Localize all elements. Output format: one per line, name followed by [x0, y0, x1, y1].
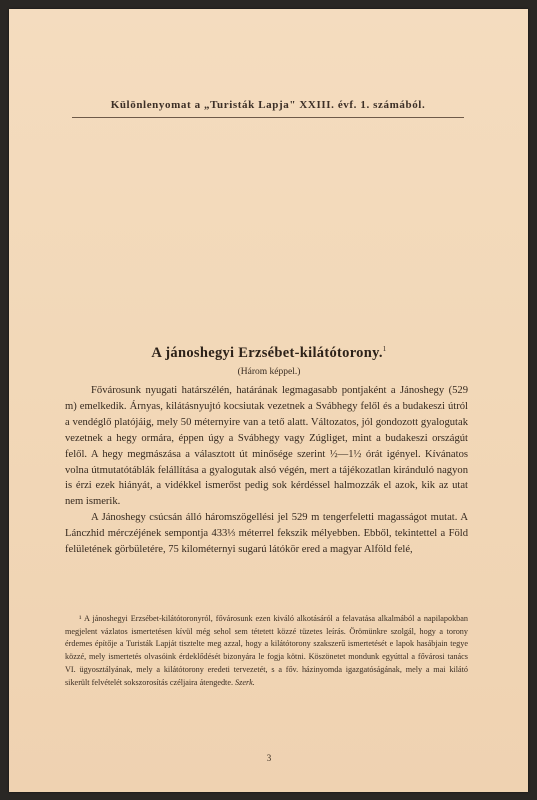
- article-body: [65, 383, 468, 558]
- footnote: [65, 613, 468, 689]
- article-title-text: A jánoshegyi Erzsébet-kilátótorony.: [151, 345, 383, 361]
- document-page: [9, 9, 528, 792]
- footnote-signature: Szerk.: [235, 677, 255, 687]
- footnote-paragraph: [65, 613, 468, 689]
- page-number: 3: [266, 753, 272, 763]
- body-paragraph: Fővárosunk nyugati határszélén, határának legmagasabb pontjaként a Jánoshegy (529 m) emelkedik. Árnyas, kilátásnyujtó kocsiutak vezetnek a Svábhegy felől és a budakeszi útról a vendéglő platójáig, mely 50 méternyire van a tető alatt. Változatos, jól gondozott gyalogutak vezetnek a hegy ormára, éppen úgy a Svábhegy vagy Zúgliget, mint a budakeszi országút felől. A hegy megmászása a választott út minősége szerint ½—1½ órát igényel. Kívánatos volna útmutatótáblák felállítása a gyalogutak alsó végén, mert a tájékozatlan kiránduló nagyon is érzi ezek hiányát, a vidékkel ismerőst pedig sok kérdéssel halmozzák el azok, kik az utat nem ismerik.: [65, 385, 468, 508]
- offprint-header: Különlenyomat a „Turisták Lapja" XXIII. évf. 1. számából.: [110, 99, 426, 111]
- body-paragraph: A Jánoshegy csúcsán álló háromszögellési jel 529 m tengerfeletti magasságot mutat. A Lánczhid mérczéjének sempontja 433⅓ méterrel fekszik mélyebben. Ebből, tekintettel a Föld felületének görbületére, 75 kilométernyi sugarú látókör ered a magyar Alföld felé,: [65, 512, 468, 556]
- article-subtitle: (Három képpel.): [237, 367, 301, 377]
- footnote-marker: 1: [382, 345, 387, 354]
- footnote-text: ¹ A jánoshegyi Erzsébet-kilátótoronyról, fővárosunk ezen kiváló alkotásáról a felavatása alkalmából a napilapokban megjelent vázlatos ismertetésen kívül még sehol sem tétetett közzé tüzetes leírás. Örömünkre szolgál, hogy a torony érdemes építője a Turisták Lapját tisztelte meg azzal, hogy a kilátótorony szakszerű ismertetését e lapok hasábjain tegye közzé, mely ismertetés olvasóink érdeklődését bizonyára le fogja kötni. Köszönetet mondunk egyúttal a fővárosi tanács VI. ügyosztályának, mely a kilátótorony eredeti tervezetét, s a főv. házinyomda igazgatóságának, mely a mai kilátó sikerült felvételét sokszorosítás czéljaira átengedte.: [65, 614, 468, 687]
- article-title: [89, 345, 449, 362]
- header-divider: [72, 117, 464, 118]
